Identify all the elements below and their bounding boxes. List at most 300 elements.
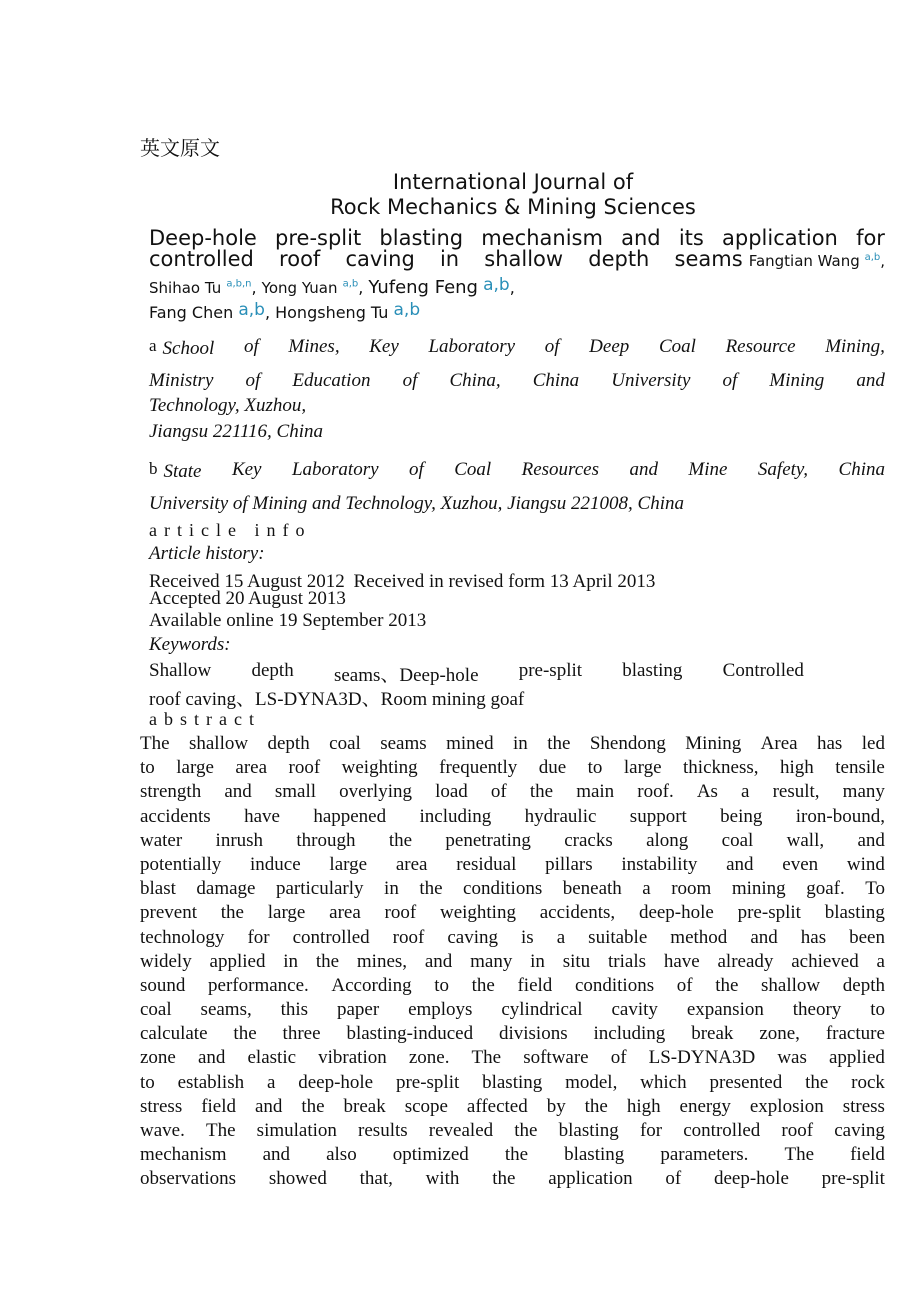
abstract-word: the — [547, 733, 571, 754]
abstract-word: As — [696, 781, 718, 803]
abstract-word: applied — [828, 1047, 885, 1069]
abstract-word: already — [717, 950, 774, 972]
abstract-word: a — [266, 1071, 276, 1093]
title-line-2-word: shallow — [484, 247, 564, 271]
affiliation-b-word: and — [629, 459, 658, 480]
abstract-word: overlying — [339, 781, 412, 803]
abstract-word: coal — [329, 733, 361, 754]
title-line-2-word: caving — [345, 247, 415, 271]
author-affil-sup: a,b — [238, 300, 265, 320]
author-affil-sup: a,b — [483, 275, 510, 295]
article-history-label: Article history: — [149, 543, 265, 564]
abstract-word: Shendong — [589, 733, 666, 754]
abstract-word: large — [329, 853, 368, 875]
title-line-2-word: in — [439, 247, 460, 271]
abstract-word: seams — [380, 733, 427, 754]
abstract-word: hydraulic — [524, 805, 597, 827]
abstract-word: break — [343, 1095, 386, 1117]
abstract-word: three — [282, 1023, 321, 1045]
abstract-word: iron-bound, — [795, 805, 885, 827]
keywords-label: Keywords: — [149, 634, 231, 655]
title-block — [149, 228, 885, 324]
abstract-word: blasting — [824, 902, 885, 924]
abstract-word: controlled — [292, 926, 370, 948]
abstract-word: and — [857, 829, 885, 851]
abstract-word: the — [471, 974, 495, 996]
affiliation-a-word: of — [243, 336, 259, 357]
abstract-word: seams, — [200, 999, 252, 1021]
abstract-word: strength — [140, 781, 202, 803]
abstract-word: the — [514, 1120, 538, 1141]
abstract-word: that, — [359, 1168, 393, 1190]
abstract-word: this — [280, 999, 309, 1021]
affiliation-b-word: Resources — [521, 459, 600, 480]
abstract-word: break — [691, 1023, 734, 1045]
abstract-word: for — [247, 926, 270, 948]
abstract-word: application — [548, 1168, 633, 1190]
keywords-line-2: roof caving、LS-DYNA3D、Room mining goaf — [149, 689, 525, 710]
abstract-word: achieved — [791, 950, 859, 972]
abstract-word: along — [646, 829, 689, 851]
abstract-word: scope — [404, 1095, 448, 1117]
abstract-word: weighting — [439, 902, 516, 924]
abstract-word: pre-split — [821, 1168, 885, 1190]
abstract-word: tensile — [835, 757, 885, 779]
abstract-word: divisions — [498, 1023, 568, 1045]
abstract-word: by — [546, 1095, 566, 1117]
abstract-line — [140, 780, 885, 804]
abstract-word: inrush — [215, 829, 264, 851]
author-affil-sup: a,b,n — [226, 278, 252, 290]
abstract-word: a — [556, 926, 566, 948]
abstract-word: small — [274, 781, 317, 803]
author-yong-yuan: Yong Yuan $^{a,b}$ — [261, 278, 359, 297]
abstract-word: performance. — [208, 974, 309, 996]
author-affil-sup: a,b — [393, 300, 421, 320]
abstract-word: have — [244, 805, 280, 827]
abstract-word: in — [530, 950, 545, 972]
abstract-word: room — [671, 878, 712, 900]
affiliation-a-line-2-word: of — [722, 370, 738, 391]
abstract-word: the — [233, 1023, 257, 1045]
journal-name-line-1: International Journal of — [392, 170, 634, 194]
abstract-word: wall, — [786, 829, 825, 851]
abstract-word: mined — [446, 733, 494, 754]
abstract-word: large — [176, 757, 214, 779]
abstract-word: presented — [709, 1071, 783, 1093]
abstract-word: zone — [140, 1047, 176, 1069]
abstract-word: residual — [456, 853, 517, 875]
abstract-word: of — [610, 1047, 627, 1069]
abstract-word: conditions — [463, 878, 543, 900]
abstract-word: the — [220, 902, 244, 924]
abstract-word: theory — [792, 999, 842, 1021]
author-fang-chen: Fang Chen a,b — [149, 300, 265, 322]
abstract-word: and — [197, 1047, 226, 1069]
abstract-word: led — [861, 733, 885, 754]
abstract-line — [140, 926, 885, 950]
abstract-word: happened — [313, 805, 387, 827]
abstract-word: paper — [336, 999, 380, 1021]
abstract-word: which — [640, 1071, 687, 1093]
abstract-word: establish — [177, 1071, 245, 1093]
title-line-1-word: blasting — [379, 226, 464, 250]
abstract-word: also — [326, 1144, 357, 1166]
abstract-word: pillars — [545, 853, 593, 875]
title-line-2-word: roof — [279, 247, 321, 271]
affiliation-b-word: China — [838, 459, 885, 480]
abstract-word: of — [676, 974, 693, 996]
abstract-word: method — [670, 926, 728, 948]
abstract-word: the — [584, 1095, 608, 1117]
abstract-word: trials — [608, 950, 646, 972]
abstract-line — [140, 1119, 885, 1143]
abstract-word: blasting — [564, 1144, 625, 1166]
abstract-word: water — [140, 829, 183, 851]
abstract-word: is — [521, 926, 534, 948]
keywords-line-1-word: Controlled — [722, 660, 804, 681]
abstract-word: area — [235, 757, 268, 779]
affiliation-a-word: Coal — [658, 336, 696, 357]
abstract-word: beneath — [562, 878, 622, 900]
affiliation-b-word: Mine — [688, 459, 728, 480]
affiliation-b-word: of — [408, 459, 424, 480]
abstract-word: with — [425, 1168, 460, 1190]
abstract-word: and — [254, 1095, 283, 1117]
abstract-word: high — [779, 757, 814, 779]
title-line-1-word: for — [856, 226, 885, 250]
available-online-date: Available online 19 September 2013 — [149, 610, 427, 631]
abstract-word: roof. — [637, 781, 674, 803]
affiliation-b-line-2: University of Mining and Technology, Xuzhou, Jiangsu 221008, China — [149, 493, 684, 514]
author-affil-sup: a,b — [864, 252, 881, 263]
abstract-word: have — [663, 950, 700, 972]
abstract-word: frequently — [439, 757, 518, 779]
abstract-word: through — [296, 829, 356, 851]
abstract-word: rock — [851, 1071, 885, 1093]
abstract-word: to — [140, 757, 155, 779]
abstract-word: revealed — [428, 1120, 494, 1141]
abstract-word: model, — [565, 1071, 618, 1093]
affiliation-a-word: Laboratory — [428, 336, 516, 357]
abstract-word: field — [201, 1095, 237, 1117]
abstract-word: caving — [834, 1120, 885, 1141]
affiliation-a-line-3: Technology, Xuzhou, — [149, 395, 307, 416]
abstract-line — [140, 1167, 885, 1191]
affiliation-a-line-2-word: Ministry — [149, 370, 214, 391]
abstract-word: suitable — [588, 926, 648, 948]
affiliation-b-word: Safety, — [757, 459, 809, 480]
abstract-word: support — [629, 805, 687, 827]
abstract-word: for — [639, 1120, 663, 1141]
abstract-word: weighting — [341, 757, 418, 779]
abstract-word: main — [576, 781, 615, 803]
title-line-1-word: and — [621, 226, 661, 250]
abstract-line — [140, 1022, 885, 1046]
abstract-word: cylindrical — [501, 999, 583, 1021]
abstract-word: particularly — [275, 878, 364, 900]
abstract-word: roof — [288, 757, 321, 779]
author-line-2: Shihao Tu $^{a,b,n}$, Yong Yuan $^{a,b}$, Yufeng Feng a,b, — [149, 275, 515, 298]
abstract-word: cracks — [564, 829, 613, 851]
abstract-word: roof — [392, 926, 425, 948]
keywords-line-1-word: depth — [251, 660, 294, 681]
abstract-word: the — [419, 878, 443, 900]
paper-title-line-2 — [149, 249, 885, 272]
abstract-word: large — [267, 902, 306, 924]
abstract-word: due — [538, 757, 567, 779]
abstract-word: potentially — [140, 853, 222, 875]
abstract-word: and — [424, 950, 453, 972]
abstract-word: depth — [842, 974, 885, 996]
abstract-word: being — [720, 805, 763, 827]
affiliation-a-word: Mining, — [825, 336, 885, 357]
abstract-word: stress — [842, 1095, 885, 1117]
abstract-word: in — [513, 733, 528, 754]
abstract-word: showed — [268, 1168, 327, 1190]
abstract-word: a — [876, 950, 885, 972]
paper-title-line-2-text — [149, 249, 743, 270]
abstract-word: results — [358, 1120, 408, 1141]
abstract-word: wave. — [140, 1120, 185, 1141]
abstract-word: software — [523, 1047, 589, 1069]
author-shihao-tu: Shihao Tu $^{a,b,n}$ — [149, 278, 252, 297]
abstract-word: stress — [140, 1095, 183, 1117]
abstract-word: LS-DYNA3D — [648, 1047, 756, 1069]
abstract-line — [140, 1046, 885, 1070]
abstract-word: and — [750, 926, 778, 948]
keywords-line-1-word: blasting — [622, 660, 683, 681]
abstract-word: Mining — [685, 733, 742, 754]
abstract-word: instability — [621, 853, 698, 875]
abstract-word: explosion — [749, 1095, 824, 1117]
abstract-word: the — [715, 974, 739, 996]
abstract-word: zone. — [408, 1047, 450, 1069]
abstract-word: The — [471, 1047, 502, 1069]
chinese-section-heading: 英文原文 — [140, 136, 220, 160]
abstract-word: the — [805, 1071, 829, 1093]
abstract-line — [140, 950, 885, 974]
abstract-word: in — [384, 878, 399, 900]
abstract-word: to — [870, 999, 885, 1021]
affiliation-a-marker: a — [149, 336, 157, 355]
title-line-1-word: pre-split — [275, 226, 362, 250]
author-fangtian-wang: Fangtian Wang $^{a,b}$, — [748, 252, 885, 270]
abstract-line — [140, 901, 885, 925]
abstract-word: blasting — [482, 1071, 543, 1093]
author-line-3: Fang Chen a,b, Hongsheng Tu a,b — [149, 300, 421, 322]
abstract-word: situ — [562, 950, 591, 972]
title-line-1-word: mechanism — [481, 226, 603, 250]
abstract-word: thickness, — [683, 757, 759, 779]
abstract-line — [140, 853, 885, 877]
affiliation-a-line-2 — [149, 370, 885, 392]
title-line-1-word: Deep-hole — [149, 226, 257, 250]
abstract-word: high — [626, 1095, 661, 1117]
abstract-word: the — [492, 1168, 516, 1190]
affiliation-a-word: Resource — [725, 336, 796, 357]
abstract-word: shallow — [188, 733, 249, 754]
abstract-word: including — [593, 1023, 666, 1045]
abstract-word: mining — [731, 878, 786, 900]
affiliation-b-word: Laboratory — [291, 459, 379, 480]
author-affil-sup: a,b — [342, 278, 359, 290]
title-line-1-word: its — [678, 226, 704, 250]
title-line-1-word: application — [722, 226, 838, 250]
abstract-word: goaf. — [806, 878, 845, 900]
abstract-word: deep-hole — [298, 1071, 374, 1093]
abstract-word: deep-hole — [638, 902, 714, 924]
abstract-word: the — [301, 1095, 325, 1117]
affiliation-a-line-2-word: China — [532, 370, 580, 391]
abstract-word: field — [517, 974, 553, 996]
abstract-line — [140, 1071, 885, 1095]
abstract-word: parameters. — [660, 1144, 749, 1166]
abstract-word: widely — [140, 950, 192, 972]
abstract-word: roof — [781, 1120, 814, 1141]
keywords-line-1 — [149, 660, 804, 687]
abstract-word: blasting-induced — [346, 1023, 474, 1045]
affiliation-a-line-2-word: Education — [292, 370, 371, 391]
affiliation-a-word: Deep — [589, 336, 630, 357]
abstract-word: field — [850, 1144, 885, 1166]
abstract-word: to — [587, 757, 603, 779]
affiliation-a-line-1 — [149, 336, 885, 360]
abstract-word: the — [315, 950, 340, 972]
abstract-word: observations — [140, 1168, 237, 1190]
affiliation-a-word: of — [544, 336, 560, 357]
affiliation-b-line-1 — [149, 459, 885, 483]
keywords-line-1-word: Shallow — [149, 660, 212, 681]
abstract-word: many — [842, 781, 885, 803]
affiliation-a-line-2-word: and — [856, 370, 885, 391]
abstract-line — [140, 877, 885, 901]
affiliation-b-word: Coal — [454, 459, 492, 480]
abstract-word: the — [529, 781, 554, 803]
abstract-heading: abstract — [149, 709, 261, 729]
title-line-2-word: depth — [588, 247, 650, 271]
article-info-heading: article info — [149, 520, 312, 540]
abstract-body — [140, 732, 885, 1192]
abstract-word: cavity — [611, 999, 658, 1021]
abstract-word: blast — [140, 878, 176, 900]
abstract-word: depth — [267, 733, 310, 754]
abstract-line — [140, 998, 885, 1022]
author-hongsheng-tu: Hongsheng Tu a,b — [275, 300, 421, 322]
abstract-word: and — [262, 1144, 291, 1166]
abstract-word: has — [800, 926, 827, 948]
abstract-word: energy — [679, 1095, 731, 1117]
affiliation-a-line-2-word: of — [402, 370, 418, 391]
abstract-line — [140, 829, 885, 853]
abstract-word: and — [726, 853, 754, 875]
affiliation-a-line-4: Jiangsu 221116, China — [149, 421, 323, 442]
affiliation-a-line-2-word: University — [611, 370, 691, 391]
abstract-word: of — [490, 781, 507, 803]
abstract-word: simulation — [256, 1120, 337, 1141]
abstract-word: deep-hole — [713, 1168, 789, 1190]
abstract-word: accidents — [140, 805, 211, 827]
abstract-word: accidents, — [539, 902, 616, 924]
abstract-word: optimized — [392, 1144, 469, 1166]
abstract-word: a — [741, 781, 750, 803]
author-yufeng-feng: Yufeng Feng a,b — [368, 275, 510, 298]
abstract-word: sound — [140, 974, 186, 996]
abstract-line — [140, 732, 885, 756]
abstract-word: damage — [196, 878, 256, 900]
abstract-word: of — [665, 1168, 682, 1190]
abstract-word: fracture — [825, 1023, 885, 1045]
abstract-word: the — [504, 1144, 529, 1166]
abstract-word: many — [470, 950, 513, 972]
abstract-word: mines, — [356, 950, 408, 972]
abstract-word: has — [816, 733, 843, 754]
abstract-word: induce — [250, 853, 301, 875]
abstract-word: affected — [466, 1095, 528, 1117]
abstract-word: result, — [772, 781, 820, 803]
abstract-word: Area — [760, 733, 798, 754]
abstract-word: roof — [384, 902, 417, 924]
abstract-word: even — [782, 853, 819, 875]
abstract-word: to — [434, 974, 450, 996]
abstract-word: the — [388, 829, 413, 851]
abstract-line — [140, 805, 885, 829]
abstract-word: employs — [408, 999, 473, 1021]
abstract-word: To — [865, 878, 885, 900]
abstract-word: The — [205, 1120, 236, 1141]
abstract-word: calculate — [140, 1023, 208, 1045]
abstract-line — [140, 756, 885, 780]
revised-date: Received in revised form 13 April 2013 — [353, 571, 656, 592]
abstract-word: vibration — [318, 1047, 387, 1069]
abstract-word: been — [849, 926, 885, 948]
abstract-word: was — [777, 1047, 807, 1069]
abstract-line — [140, 974, 885, 998]
abstract-word: coal — [140, 999, 172, 1021]
abstract-word: pre-split — [395, 1071, 460, 1093]
abstract-word: load — [435, 781, 468, 803]
abstract-word: penetrating — [445, 829, 531, 851]
abstract-word: a — [642, 878, 651, 900]
abstract-word: and — [224, 781, 252, 803]
abstract-word: coal — [721, 829, 754, 851]
abstract-word: controlled — [683, 1120, 761, 1141]
abstract-word: mechanism — [140, 1144, 227, 1166]
accepted-date: Accepted 20 August 2013 — [149, 588, 346, 609]
abstract-word: to — [140, 1071, 155, 1093]
received-date: Received 15 August 2012 — [149, 571, 345, 592]
affiliation-b-marker: b — [149, 459, 158, 478]
title-line-2-word: controlled — [149, 247, 254, 271]
keywords-line-1-word: seams、Deep-hole — [333, 665, 479, 686]
abstract-word: blasting — [558, 1120, 619, 1141]
abstract-word: prevent — [140, 902, 197, 924]
abstract-word: area — [329, 902, 361, 924]
keywords-line-1-word: pre-split — [518, 660, 583, 681]
affiliation-b-word: Key — [231, 459, 262, 480]
abstract-word: in — [283, 950, 299, 972]
title-line-2-word: seams — [674, 247, 743, 271]
abstract-word: pre-split — [737, 902, 801, 924]
abstract-word: According — [331, 974, 412, 996]
abstract-word: area — [395, 853, 428, 875]
abstract-word: technology — [140, 926, 225, 948]
abstract-word: elastic — [247, 1047, 297, 1069]
abstract-word: expansion — [686, 999, 764, 1021]
abstract-word: large — [623, 757, 662, 779]
affiliation-b-word: b State — [149, 459, 202, 482]
abstract-line — [140, 1143, 885, 1167]
